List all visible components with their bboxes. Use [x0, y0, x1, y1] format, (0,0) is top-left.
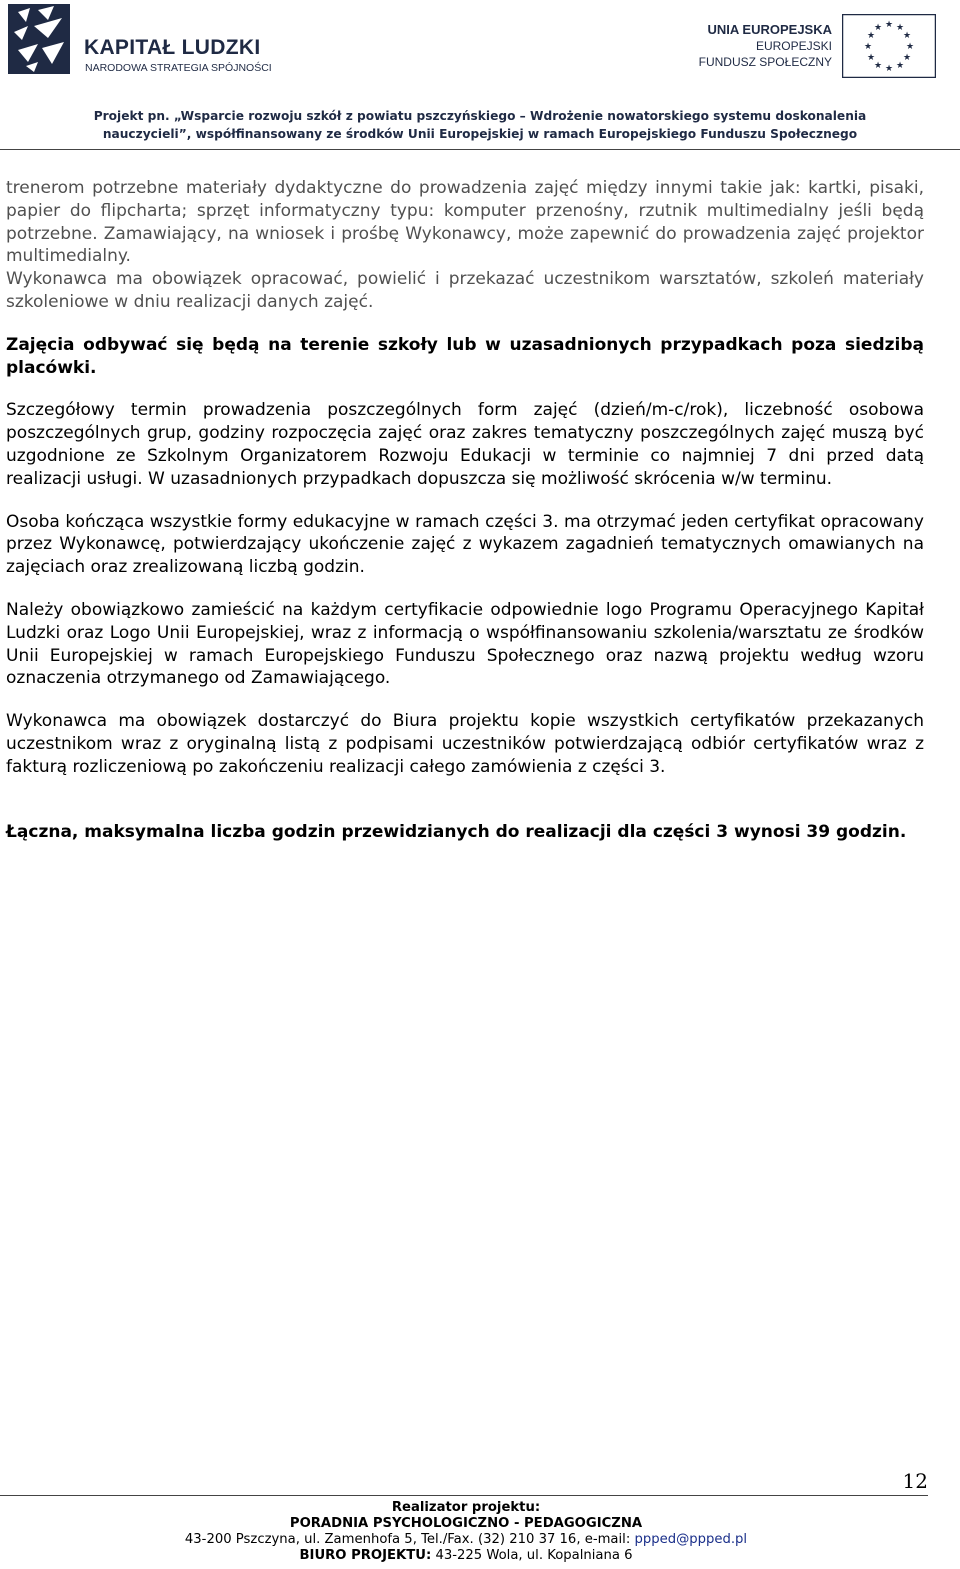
svg-text:★: ★	[884, 64, 894, 74]
project-title-line-2: nauczycieli”, współfinansowany ze środków Unii Europejskiej w ramach Europejskiego Funduszu Społecznego	[102, 127, 858, 141]
page-footer	[0, 1500, 932, 1564]
paragraph-schedule: Szczegółowy termin prowadzenia poszczególnych form zajęć (dzień/m-c/rok), liczebność osobowa poszczególnych grup, godziny rozpoczęcia zajęć oraz zakres tematyczny poszczególnych zajęć muszą być uzgodnione ze Szkolnym Organizatorem Rozwoju Edukacji w terminie co najmniej 7 dni przed datą realizacji usługi. W uzasadnionych przypadkach dopuszcza się możliwość skrócenia w/w terminu.	[6, 400, 924, 489]
header-divider	[0, 149, 960, 150]
svg-text:★: ★	[902, 53, 912, 63]
office-address: 43-225 Wola, ul. Kopalniana 6	[431, 1548, 633, 1563]
eu-line-2: EUROPEJSKI	[755, 39, 832, 53]
footer-divider	[0, 1495, 928, 1496]
svg-text:★: ★	[895, 23, 905, 33]
kapital-ludzki-logo	[8, 4, 298, 80]
email-link[interactable]: ppped@ppped.pl	[634, 1532, 748, 1547]
kapital-ludzki-emblem-icon	[8, 4, 70, 74]
paragraph-certificate: Osoba kończąca wszystkie formy edukacyjne w ramach części 3. ma otrzymać jeden certyfikat opracowany przez Wykonawcę, potwierdzający ukończenie zajęć z wykazem zagadnień tematycznych omawianych na zajęciach oraz zrealizowaną liczbą godzin.	[6, 511, 924, 578]
eu-line-1: UNIA EUROPEJSKA	[707, 22, 832, 37]
realizator-label: Realizator projektu:	[391, 1500, 541, 1515]
paragraph-obligation: Wykonawca ma obowiązek opracować, powielić i przekazać uczestnikom warsztatów, szkoleń materiały szkoleniowe w dniu realizacji danych zajęć.	[6, 269, 924, 312]
organization-name: PORADNIA PSYCHOLOGICZNO - PEDAGOGICZNA	[289, 1516, 643, 1531]
project-title-line-1: Projekt pn. „Wsparcie rozwoju szkół z powiatu pszczyńskiego – Wdrożenie nowatorskiego systemu doskonalenia	[93, 109, 867, 123]
svg-text:★: ★	[866, 31, 876, 41]
paragraph-logo-requirement: Należy obowiązkowo zamieścić na każdym certyfikacie odpowiednie logo Programu Operacyjnego Kapitał Ludzki oraz Logo Unii Europejskiej, wraz z informacją o współfinansowaniu szkolenia/warsztatu ze środków Unii Europejskiej w ramach Europejskiego Funduszu Społecznego oraz nazwą projektu według wzoru oznaczenia otrzymanego od Zamawiającego.	[6, 599, 924, 689]
paragraph-location: Zajęcia odbywać się będą na terenie szkoły lub w uzasadnionych przypadkach poza siedzibą placówki.	[6, 334, 924, 378]
address-text: 43-200 Pszczyna, ul. Zamenhofa 5, Tel./Fax. (32) 210 37 16, e-mail:	[184, 1532, 635, 1547]
eu-logo-text	[699, 22, 832, 70]
svg-text:★: ★	[905, 42, 915, 52]
eu-line-3: FUNDUSZ SPOŁECZNY	[698, 55, 832, 69]
paragraph-total-hours: Łączna, maksymalna liczba godzin przewidzianych do realizacji dla części 3 wynosi 39 godzin.	[6, 821, 907, 842]
document-body	[6, 177, 924, 843]
office-label: BIURO PROJEKTU:	[299, 1548, 432, 1563]
svg-text:★: ★	[863, 42, 873, 52]
svg-text:★: ★	[884, 20, 894, 30]
page-header	[0, 0, 960, 152]
contact-line	[0, 1532, 932, 1548]
office-line	[0, 1548, 932, 1564]
kl-subtitle: NARODOWA STRATEGIA SPÓJNOŚCI	[85, 62, 272, 74]
svg-text:★: ★	[866, 53, 876, 63]
eu-flag-icon	[842, 14, 936, 78]
svg-text:★: ★	[873, 61, 883, 71]
svg-text:★: ★	[902, 31, 912, 41]
kl-title: KAPITAŁ LUDZKI	[84, 36, 261, 59]
svg-text:★: ★	[873, 23, 883, 33]
svg-text:★: ★	[895, 61, 905, 71]
page-number: 12	[902, 1469, 928, 1493]
paragraph-materials: trenerom potrzebne materiały dydaktyczne do prowadzenia zajęć między innymi takie jak: kartki, pisaki, papier do flipcharta; sprzęt informatyczny typu: komputer przenośny, rzutnik multimedialny jeśli będą potrzebne. Zamawiający, na wniosek i prośbę Wykonawcy, może zapewnić do prowadzenia zajęć projektor multimedialny.	[6, 178, 924, 267]
paragraph-delivery: Wykonawca ma obowiązek dostarczyć do Biura projektu kopie wszystkich certyfikatów przekazanych uczestnikom wraz z oryginalną listą z podpisami uczestników potwierdzającą odbiór certyfikatów wraz z fakturą rozliczeniową po zakończeniu realizacji całego zamówienia z części 3.	[6, 711, 924, 777]
